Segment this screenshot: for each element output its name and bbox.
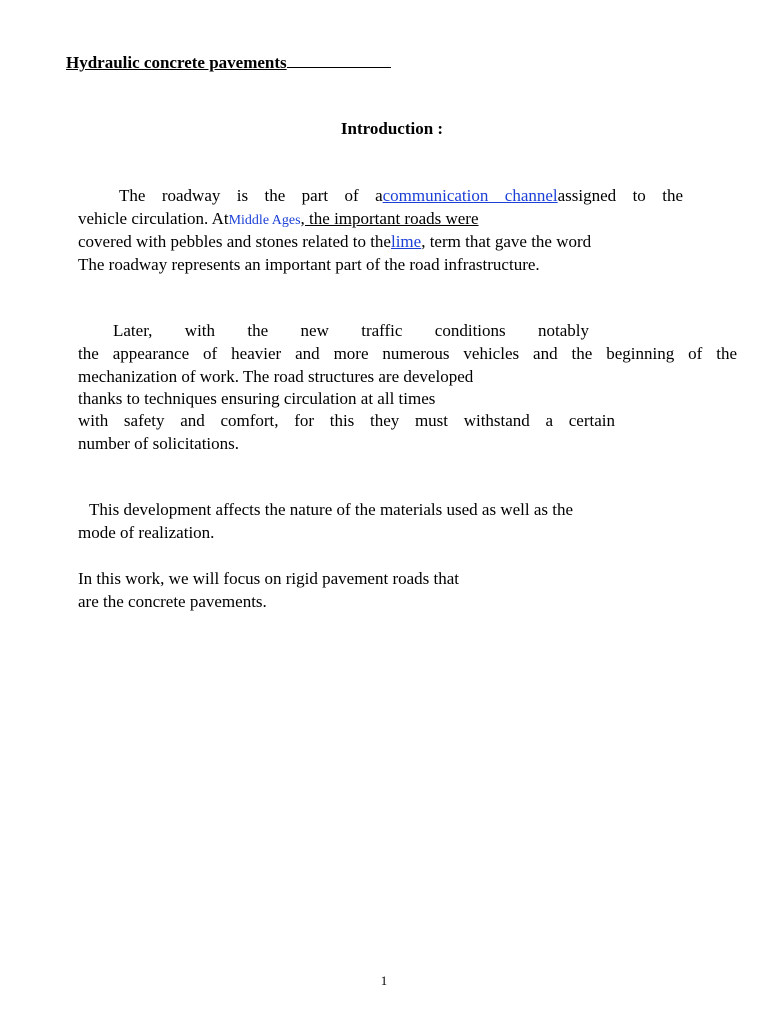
paragraph-2-line-6: number of solicitations. (78, 434, 240, 453)
title-text: Hydraulic concrete pavements (66, 53, 287, 72)
paragraph-4-line-2: are the concrete pavements. (78, 592, 267, 611)
paragraph-2-line-1: Later, with the new traffic conditions notably (113, 321, 589, 340)
paragraph-2-line-2: the appearance of heavier and more numerous vehicles and the beginning of the (78, 344, 737, 363)
middle-ages-link[interactable]: Middle Ages (228, 213, 301, 228)
paragraph-1-line-1: The roadway is the part of acommunication channelassigned to the (119, 186, 683, 205)
lime-link[interactable]: lime (390, 232, 422, 251)
document-title (66, 53, 391, 73)
paragraph-1-line-3: covered with pebbles and stones related to thelime, term that gave the word (78, 232, 592, 251)
paragraph-2-line-3: mechanization of work. The road structures are developed (78, 367, 474, 386)
paragraph-4-line-1: In this work, we will focus on rigid pavement roads that (78, 569, 460, 588)
paragraph-1-line-4: The roadway represents an important part of the road infrastructure. (78, 255, 540, 274)
paragraph-3-line-1: This development affects the nature of the materials used as well as the (89, 500, 574, 519)
communication-channel-link[interactable]: communication channel (382, 186, 558, 205)
paragraph-2-line-5: with safety and comfort, for this they must withstand a certain (78, 411, 615, 430)
paragraph-1-line-2: vehicle circulation. AtMiddle Ages, the important roads were (78, 209, 479, 228)
paragraph-3-line-2: mode of realization. (78, 523, 215, 542)
paragraph-2-line-4: thanks to techniques ensuring circulation at all times (78, 389, 436, 408)
page-number: 1 (380, 973, 388, 988)
section-heading: Introduction : (340, 119, 444, 138)
title-underline-rule (287, 53, 391, 68)
